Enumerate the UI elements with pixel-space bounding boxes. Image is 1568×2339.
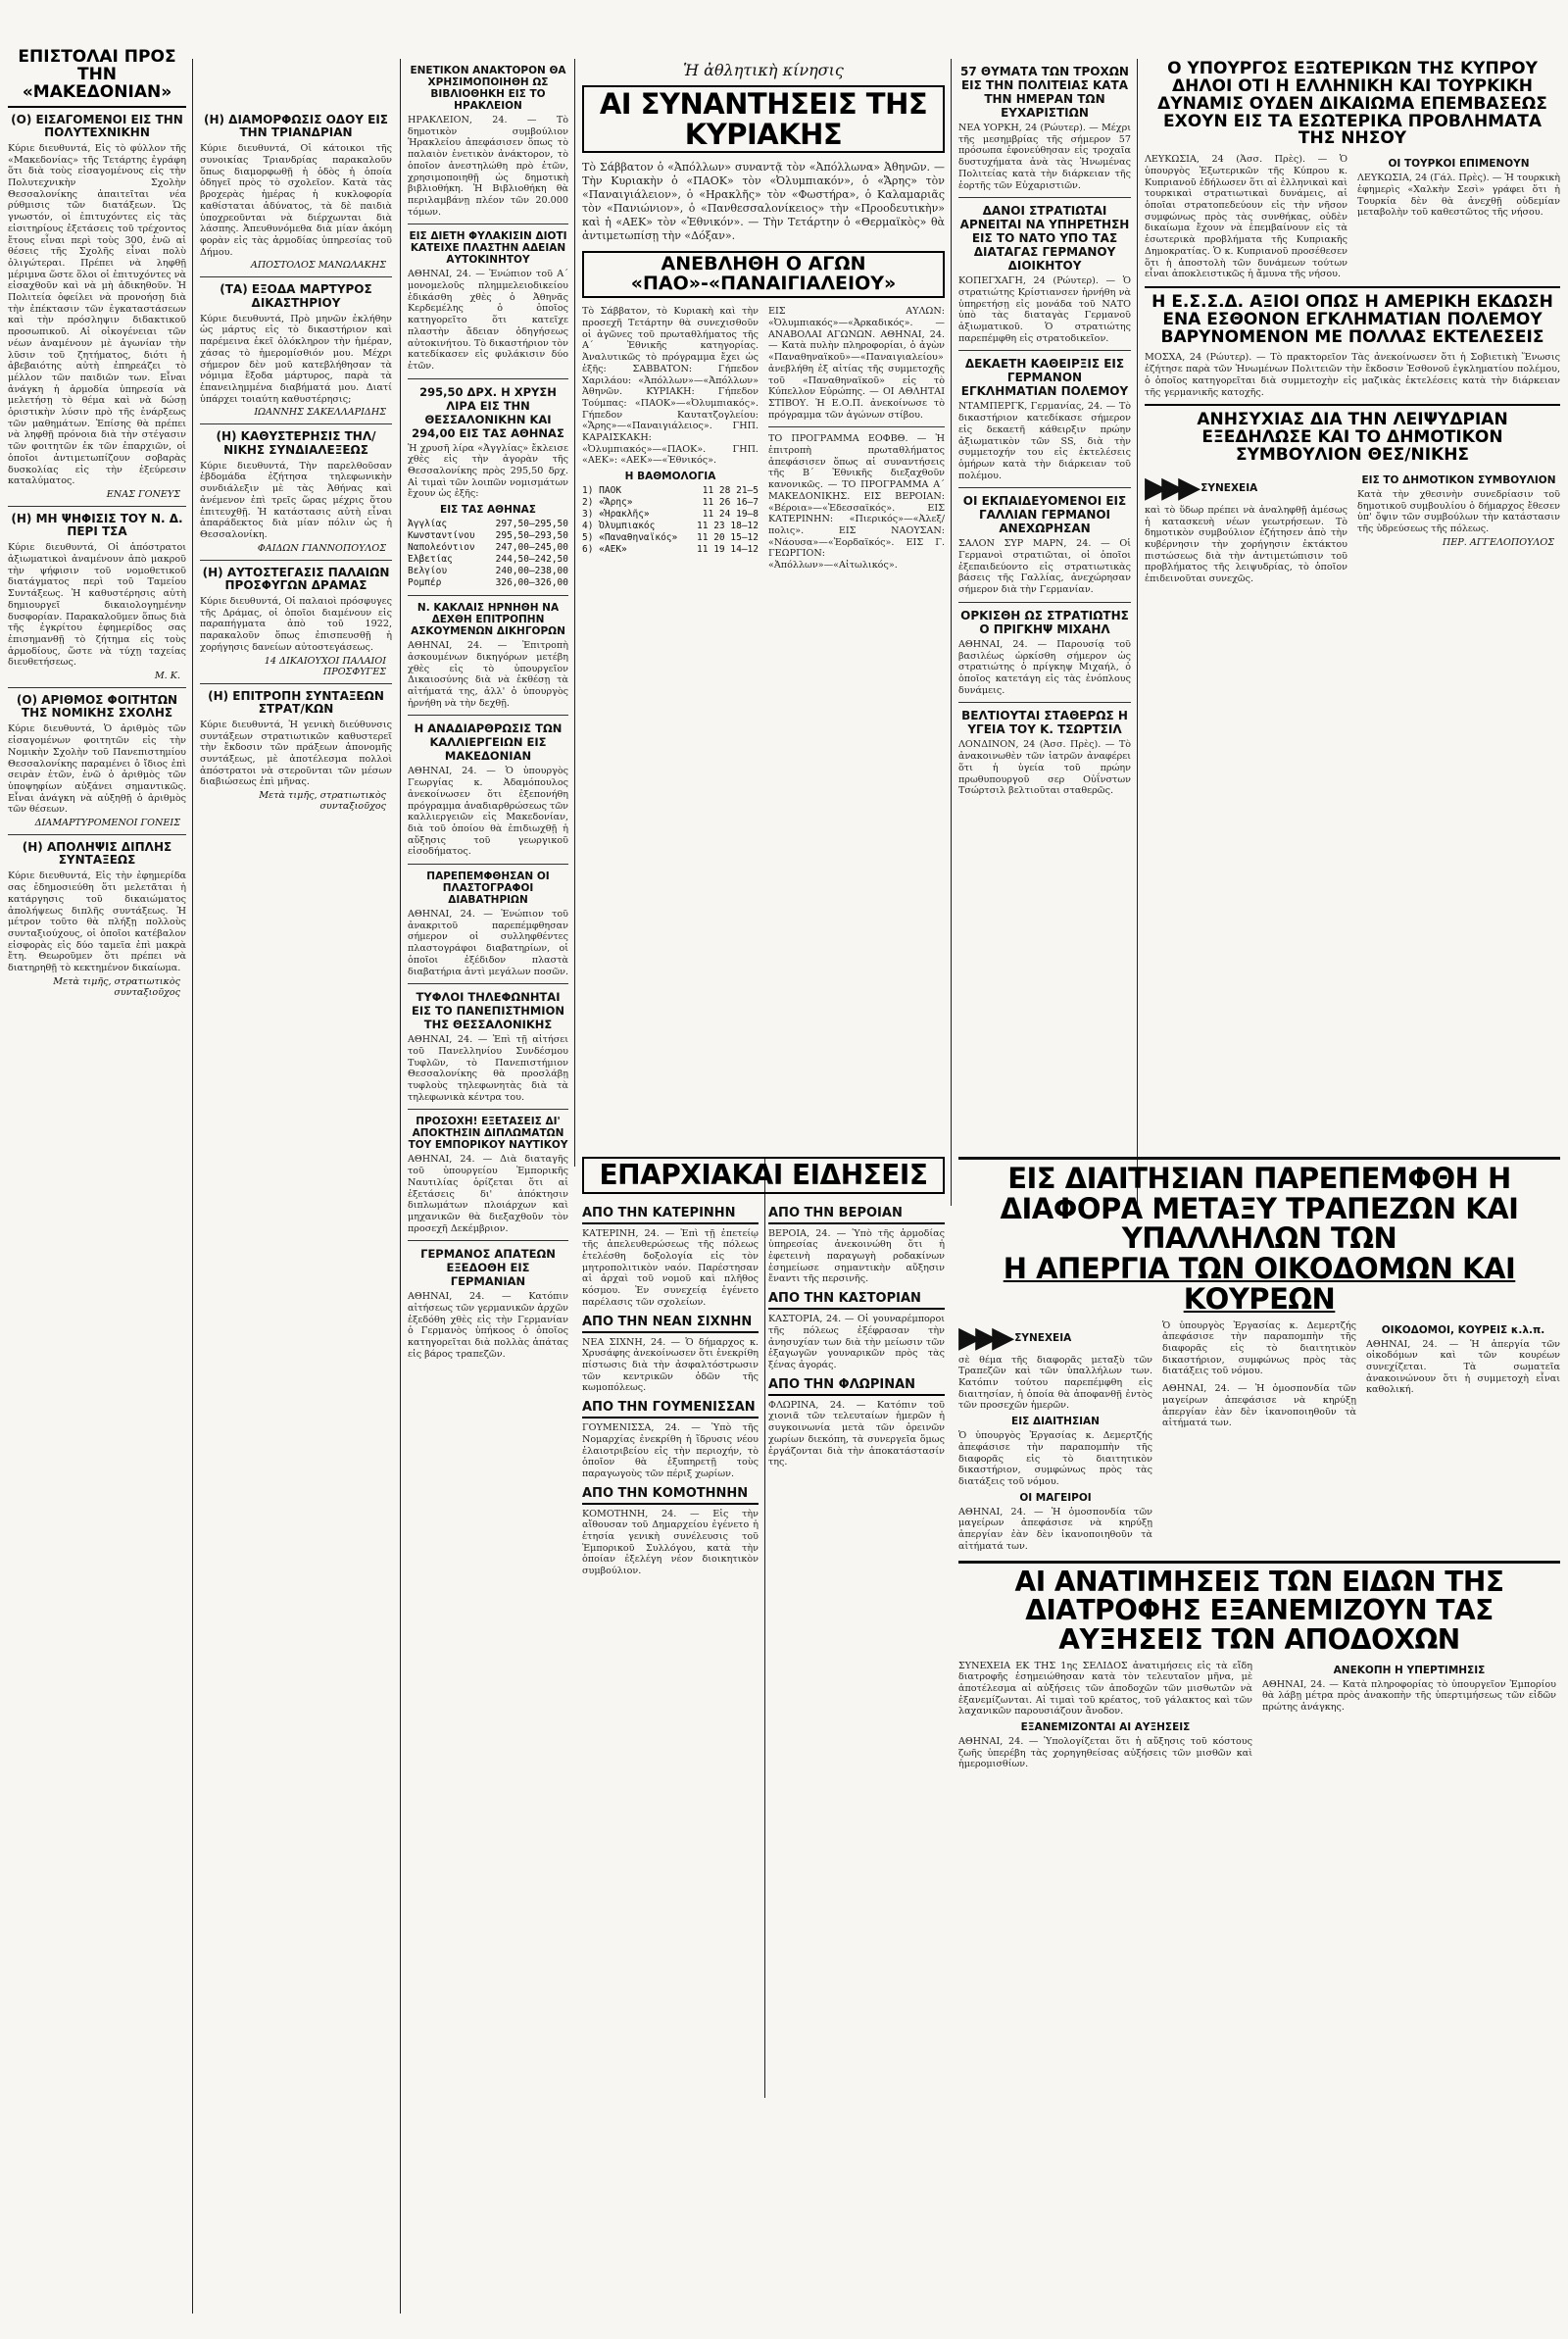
article-heading: 295,50 ΔΡΧ. Η ΧΡΥΣΗ ΛΙΡΑ ΕΙΣ ΤΗΝ ΘΕΣΣΑΛΟΝΙΚΗΝ ΚΑΙ 294,00 ΕΙΣ ΤΑΣ ΑΘΗΝΑΣ — [412, 384, 564, 440]
letter-heading: (Η) ΑΥΤΟΣΤΕΓΑΣΙΣ ΠΑΛΑΙΩΝ ΠΡΟΣΦΥΓΩΝ ΔΡΑΜΑΣ — [202, 565, 390, 592]
table-row: Ἀγγλίας 297,50—295,50 — [408, 519, 568, 530]
column-rule — [574, 59, 575, 1167]
column-rule — [1137, 59, 1138, 1206]
news-column-6 — [1145, 61, 1560, 1149]
province-item-body: ΝΕΑ ΣΙΧΝΗ, 24. — Ὁ δήμαρχος κ. Χρυσάφης ἀνεκοίνωσεν ὅτι ἐνεκρίθη πίστωσις διὰ τὴν ἀσφαλτόστρωσιν τῶν κεντρικῶν ὁδῶν τῆς κωμοπόλεως. — [582, 1336, 759, 1394]
strike-subheading: ΟΙ ΜΑΓΕΙΡΟΙ — [1019, 1491, 1092, 1504]
strike-subheading: ΟΙΚΟΔΟΜΟΙ, ΚΟΥΡΕΙΣ κ.λ.π. — [1381, 1323, 1545, 1336]
article-signature: ΠΕΡ. ΑΓΓΕΛΟΠΟΥΛΟΣ — [1442, 536, 1554, 548]
standings-table — [582, 485, 759, 556]
article-heading: ΠΑΡΕΠΕΜΦΘΗΣΑΝ ΟΙ ΠΛΑΣΤΟΓΡΑΦΟΙ ΔΙΑΒΑΤΗΡΙΩΝ — [426, 871, 550, 907]
letter-heading: (Η) ΚΑΘΥΣΤΕΡΗΣΙΣ ΤΗΛ/ΝΙΚΗΣ ΣΥΝΔΙΑΛΕΞΕΩΣ — [216, 429, 376, 457]
article-body: ΑΘΗΝΑΙ, 24. — Ἐπιτροπὴ ἀσκουμένων δικηγόρων μετέβη χθὲς εἰς τὸ ὑπουργεῖον Δικαιοσύνης διὰ νὰ ἐκθέσῃ τὰ αἰτήματά της, ἀλλ' ὁ ὑπουργὸς ἠρνήθη νὰ τὴν δεχθῇ. — [408, 640, 568, 709]
letter-heading: (Η) ΕΠΙΤΡΟΠΗ ΣΥΝΤΑΞΕΩΝ ΣΤΡΑΤ/ΚΩΝ — [208, 688, 384, 716]
table-row: Κωνσταντίνου 295,50—293,50 — [408, 530, 568, 542]
column-rule — [400, 59, 401, 2314]
table-row: 4) Ὀλυμπιακός 11 23 18—12 — [582, 521, 759, 532]
article-body: ΑΘΗΝΑΙ, 24. — Κατόπιν αἰτήσεως τῶν γερμανικῶν ἀρχῶν ἐξεδόθη χθὲς εἰς τὴν Γερμανίαν ὁ Γερμανὸς ὑπήκοος ὁ ὁποῖος κατηγορεῖται διὰ πολλὰς ἀπάτας εἰς βάρος τραπεζῶν. — [408, 1291, 568, 1360]
news-column-3 — [408, 61, 568, 2315]
sports-body: Τὸ Σάββατον, τὸ Κυριακὴ καὶ τὴν προσεχῆ Τετάρτην θὰ συνεχισθοῦν οἱ ἀγῶνες τοῦ πρωταθλήματος τῆς Α΄ Ἐθνικῆς κατηγορίας. Ἀναλυτικῶς τὸ πρόγραμμα ἔχει ὡς ἑξῆς: ΣΑΒΒΑΤΟΝ: Γήπεδον Χαριλάου: «Ἀπόλλων»—«Ἀπόλλων» Ἀθηνῶν. ΚΥΡΙΑΚΗ: Γήπεδον Τούμπας: «ΠΑΟΚ»—«Ὀλυμπιακός». Γήπεδον Καυτατζογλείου: «Ἄρης»—«Παναιγιάλειος». ΓΗΠ. ΚΑΡΑΙΣΚΑΚΗ: «Ὀλυμπιακός»—«ΠΑΟΚ». ΓΗΠ. «ΑΕΚ»: «ΑΕΚ»—«Ἐθνικός». — [582, 306, 759, 467]
letter-signature: ΔΙΑΜΑΡΤΥΡΟΜΕΝΟΙ ΓΟΝΕΙΣ — [34, 818, 180, 829]
article-body: ΑΘΗΝΑΙ, 24. — Διὰ διαταγῆς τοῦ ὑπουργείου Ἐμπορικῆς Ναυτιλίας ὁρίζεται ὅτι αἱ ἐξετάσεις δι' ἀπόκτησιν διπλωμάτων πλοιάρχων καὶ μηχανικῶν θὰ διεξαχθοῦν τὸν προσεχῆ Δεκέμβριον. — [408, 1154, 568, 1234]
article-heading: ΔΑΝΟΙ ΣΤΡΑΤΙΩΤΑΙ ΑΡΝΕΙΤΑΙ ΝΑ ΥΠΗΡΕΤΗΣΗ ΕΙΣ ΤΟ ΝΑΤΟ ΥΠΟ ΤΑΣ ΔΙΑΤΑΓΑΣ ΓΕΡΜΑΝΟΥ ΔΙΟΙΚΗΤΟΥ — [959, 204, 1130, 274]
food-prices-body: ΑΘΗΝΑΙ, 24. — Ὑπολογίζεται ὅτι ἡ αὔξησις τοῦ κόστους ζωῆς ὑπερέβη τὰς χορηγηθείσας αὐξήσεις τῶν μισθῶν καὶ ἡμερομισθίων. — [958, 1736, 1252, 1770]
province-item-body: ΒΕΡΟΙΑ, 24. — Ὑπὸ τῆς ἁρμοδίας ὑπηρεσίας ἀνεκοινώθη ὅτι ἡ ἐφετεινὴ παραγωγὴ ροδακίνων ἐσημείωσε σημαντικὴν αὔξησιν ἔναντι τῆς περσινῆς. — [768, 1227, 945, 1285]
food-prices-subheading: ΕΞΑΝΕΜΙΖΟΝΤΑΙ ΑΙ ΑΥΞΗΣΕΙΣ — [1020, 1721, 1191, 1734]
article-body: ΗΡΑΚΛΕΙΟΝ, 24. — Τὸ δημοτικὸν συμβούλιον Ἡρακλείου ἀπεφάσισεν ὅπως τὸ παλαιὸν ἐνετικὸν ἀνάκτορον, τὸ ὁποῖον ἀνεστηλώθη πρὸ ἐτῶν, χρησιμοποιηθῇ ὡς δημοτικὴ βιβλιοθήκη. Ἡ Βιβλιοθήκη θὰ περιλαμβάνῃ πλέον τῶν 20.000 τόμων. — [408, 115, 568, 218]
letter-heading: (Η) ΑΠΟΛΗΨΙΣ ΔΙΠΛΗΣ ΣΥΝΤΑΞΕΩΣ — [22, 840, 172, 868]
sports-headline: ΑΙ ΣΥΝΑΝΤΗΣΕΙΣ ΤΗΣ ΚΥΡΙΑΚΗΣ — [582, 85, 945, 153]
province-item-heading: ΑΠΟ ΤΗΝ ΒΕΡΟΙΑΝ — [768, 1204, 945, 1224]
strike-subheading: ΕΙΣ ΔΙΑΙΤΗΣΙΑΝ — [1011, 1416, 1100, 1428]
letter-signature: 14 ΔΙΚΑΙΟΥΧΟΙ ΠΑΛΑΙΟΙ ΠΡΟΣΦΥΓΕΣ — [264, 655, 386, 677]
letters-title: ΕΠΙΣΤΟΛΑΙ ΠΡΟΣ ΤΗΝ «ΜΑΚΕΔΟΝΙΑΝ» — [8, 49, 186, 108]
gold-price-table — [408, 519, 568, 589]
letter-signature: Μετὰ τιμῆς, στρατιωτικὸς συνταξιοῦχος — [259, 790, 386, 813]
letter-body: Κύριε διευθυντά, Ὁ ἀριθμὸς τῶν εἰσαγομένων φοιτητῶν εἰς τὴν Νομικὴν Σχολὴν τοῦ Πανεπιστημίου Θεσσαλονίκης παραμένει ὁ ἴδιος ἐπὶ σειρὰν ἐτῶν, ἐνῶ ὁ ἀριθμὸς τῶν ὑποψηφίων αὐξάνει σημαντικῶς. Εἶναι ἀνάγκη νὰ αὐξηθῇ ὁ ἀριθμὸς τῶν θέσεων. — [8, 723, 186, 816]
province-item-body: ΚΑΤΕΡΙΝΗ, 24. — Ἐπὶ τῇ ἐπετείῳ τῆς ἀπελευθερώσεως τῆς πόλεως ἐτελέσθη δοξολογία εἰς τὸν μητροπολιτικὸν ναόν. Παρέστησαν αἱ ἀρχαὶ τοῦ νομοῦ καὶ πλῆθος κόσμου. Ἐν συνεχείᾳ ἐγένετο παρέλασις τῶν σχολείων. — [582, 1227, 759, 1308]
strike-body: ΑΘΗΝΑΙ, 24. — Ἡ ὁμοσπονδία τῶν μαγείρων ἀπεφάσισε νὰ κηρύξῃ ἀπεργίαν ἐὰν δὲν ἱκανοποιηθοῦν τὰ αἰτήματά των. — [958, 1506, 1152, 1552]
province-item-body: ΚΑΣΤΟΡΙΑ, 24. — Οἱ γουναρέμποροι τῆς πόλεως ἐξέφρασαν τὴν ἀνησυχίαν των διὰ τὴν μείωσιν τῶν ἐξαγωγῶν γουναρικῶν πρὸς τὰς ξένας ἀγοράς. — [768, 1314, 945, 1370]
sports-body: ΤΟ ΠΡΟΓΡΑΜΜΑ ΕΟΦΒΘ. — Ἡ ἐπιτροπὴ πρωταθλήματος ἀπεφάσισεν ὅπως αἱ συναντήσεις τῆς Β΄ Ἐθνικῆς διεξαχθοῦν κανονικῶς. — ΤΟ ΠΡΟΓΡΑΜΜΑ Α΄ ΜΑΚΕΔΟΝΙΚΗΣ. ΕΙΣ ΒΕΡΟΙΑΝ: «Βέροια»—«Ἐδεσσαϊκός». ΕΙΣ ΚΑΤΕΡΙΝΗΝ: «Πιερικός»—«Ἀλεξ/πολις». ΕΙΣ ΝΑΟΥΣΑΝ: «Νάουσα»—«Ἐορδαϊκός». ΕΙΣ Γ. ΓΕΩΡΓΙΟΝ: «Ἀπόλλων»—«Αἰτωλικός». — [768, 433, 945, 572]
sports-subheadline: ΑΝΕΒΛΗΘΗ Ο ΑΓΩΝ «ΠΑΟ»-«ΠΑΝΑΙΓΙΑΛΕΙΟΥ» — [582, 251, 945, 298]
food-prices-body: ΣΥΝΕΧΕΙΑ ΕΚ ΤΗΣ 1ης ΣΕΛΙΔΟΣ ἀνατιμήσεις εἰς τὰ εἴδη διατροφῆς ἐσημειώθησαν κατὰ τὸν τελευταῖον μῆνα, μὲ ἀποτέλεσμα αἱ αὐξήσεις τῶν ἀποδοχῶν τῶν μισθωτῶν νὰ ἐξανεμίζωνται. Αἱ τιμαὶ τοῦ κρέατος, τοῦ γάλακτος καὶ τῶν λαχανικῶν παρουσιάζουν ἄνοδον. — [958, 1660, 1252, 1717]
letter-signature: Μ. Κ. — [154, 671, 180, 682]
table-row: 5) «Παναθηναϊκός» 11 20 15—12 — [582, 532, 759, 544]
table-row: Ναπολεόντιον 247,00—245,00 — [408, 542, 568, 554]
letter-heading: (ΤΑ) ΕΞΟΔΑ ΜΑΡΤΥΡΟΣ ΔΙΚΑΣΤΗΡΙΟΥ — [220, 282, 372, 310]
table-row: 3) «Ἡρακλῆς» 11 24 19—8 — [582, 509, 759, 521]
article-body: ΝΤΑΜΠΕΡΓΚ, Γερμανίας, 24. — Τὸ δικαστήριον κατεδίκασε σήμερον εἰς δεκαετῆ κάθειρξιν πρώην ἀξιωματικὸν τῶν SS, διὰ τὴν συμμετοχήν του εἰς ἐκτελέσεις ὁμήρων κατὰ τὴν διάρκειαν τοῦ πολέμου. — [958, 401, 1131, 481]
letters-column — [8, 49, 186, 2323]
column-rule — [951, 59, 952, 1206]
province-item-heading: ΑΠΟ ΤΗΝ ΝΕΑΝ ΣΙΧΝΗΝ — [582, 1313, 759, 1333]
food-prices-headline: ΑΙ ΑΝΑΤΙΜΗΣΕΙΣ ΤΩΝ ΕΙΔΩΝ ΤΗΣ ΔΙΑΤΡΟΦΗΣ ΕΞΑΝΕΜΙΖΟΥΝ ΤΑΣ ΑΥΞΗΣΕΙΣ ΤΩΝ ΑΠΟΔΟΧΩΝ — [1014, 1565, 1504, 1656]
cyprus-headline: Ο ΥΠΟΥΡΓΟΣ ΕΞΩΤΕΡΙΚΩΝ ΤΗΣ ΚΥΠΡΟΥ ΔΗΛΟΙ ΟΤΙ Η ΕΛΛΗΝΙΚΗ ΚΑΙ ΤΟΥΡΚΙΚΗ ΔΥΝΑΜΙΣ ΟΥΔΕΝ ΔΙΚΑΙΩΜΑ ΕΠΕΜΒΑΣΕΩΣ ΕΧΟΥΝ ΕΙΣ ΤΑ ΕΣΩΤΕΡΙΚΑ ΠΡΟΒΛΗΜΑΤΑ ΤΗΣ ΝΗΣΟΥ — [1157, 61, 1547, 149]
letters-column-2 — [200, 108, 392, 2323]
cyprus-body-2: ΛΕΥΚΩΣΙΑ, 24 (Γάλ. Πρὲς). — Ἡ τουρκικὴ ἐφημερὶς «Χαλκὴν Σεσὶ» γράφει ὅτι ἡ Τουρκία δὲν θὰ ἀνεχθῇ οὐδεμίαν μεταβολὴν τοῦ καθεστῶτος τῆς νήσου. — [1357, 173, 1560, 219]
strike-headline: Η ΑΠΕΡΓΙΑ ΤΩΝ ΟΙΚΟΔΟΜΩΝ ΚΑΙ ΚΟΥΡΕΩΝ — [1003, 1252, 1516, 1316]
table-row: 6) «ΑΕΚ» 11 19 14—12 — [582, 544, 759, 556]
province-section — [582, 1157, 945, 2323]
province-item-heading: ΑΠΟ ΤΗΝ ΦΛΩΡΙΝΑΝ — [768, 1375, 945, 1396]
article-heading: Ν. ΚΑΚΛΑΙΣ ΗΡΝΗΘΗ ΝΑ ΔΕΧΘΗ ΕΠΙΤΡΟΠΗΝ ΑΣΚΟΥΜΕΝΩΝ ΔΙΚΗΓΟΡΩΝ — [411, 602, 565, 638]
article-heading: ΔΕΚΑΕΤΗ ΚΑΘΕΙΡΞΙΣ ΕΙΣ ΓΕΡΜΑΝΟΝ ΕΓΚΛΗΜΑΤΙΑΝ ΠΟΛΕΜΟΥ — [960, 357, 1129, 399]
article-body: ΛΟΝΔΙΝΟΝ, 24 (Ἀσσ. Πρὲς). — Τὸ ἀνακοινωθὲν τῶν ἰατρῶν ἀναφέρει ὅτι ἡ ὑγεία τοῦ πρώην πρωθυπουργοῦ σερ Οὐΐνστων Τσώρτσιλ βελτιοῦται σταθερῶς. — [958, 739, 1131, 797]
ussr-body: ΜΟΣΧΑ, 24 (Ρώυτερ). — Τὸ πρακτορεῖον Τὰς ἀνεκοίνωσεν ὅτι ἡ Σοβιετικὴ Ἕνωσις ἐζήτησε παρὰ τῶν Ἡνωμένων Πολιτειῶν τὴν ἔκδοσιν Ἐσθονοῦ ἐγκληματίου πολέμου, ὁ ὁποῖος κατηγορεῖται διὰ συμμετοχὴν εἰς μαζικὰς ἐκτελέσεις κατὰ τὴν διάρκειαν τῆς γερμανικῆς κατοχῆς. — [1145, 352, 1560, 398]
article-heading: ΒΕΛΤΙΟΥΤΑΙ ΣΤΑΘΕΡΩΣ Η ΥΓΕΙΑ ΤΟΥ Κ. ΤΣΩΡΤΣΙΛ — [961, 709, 1128, 737]
letter-signature: ΕΝΑΣ ΓΟΝΕΥΣ — [106, 489, 180, 500]
letter-heading: (Ο) ΑΡΙΘΜΟΣ ΦΟΙΤΗΤΩΝ ΤΗΣ ΝΟΜΙΚΗΣ ΣΧΟΛΗΣ — [16, 693, 178, 721]
sports-body: ΕΙΣ ΑΥΛΩΝ: «Ὀλυμπιακός»—«Ἀρκαδικός». — ΑΝΑΒΟΛΑΙ ΑΓΩΝΩΝ. ΑΘΗΝΑΙ, 24. — Κατὰ πυλὴν πληροφορίαι, ὁ ἀγὼν «Παναθηναϊκοῦ»—«Παναιγιαλείου» ἀνεβλήθη ἐξ αἰτίας τῆς συμμετοχῆς τοῦ «Παναθηναϊκοῦ» εἰς τὸ Κύπελλον Εὐρώπης. — ΟΙ ΑΘΛΗΤΑΙ ΣΤΙΒΟΥ. Ἡ Ε.Ο.Π. ἀνεκοίνωσε τὸ πρόγραμμα τῶν ἀγώνων στίβου. — [768, 306, 945, 421]
water-shortage-subheading: ΕΙΣ ΤΟ ΔΗΜΟΤΙΚΟΝ ΣΥΜΒΟΥΛΙΟΝ — [1361, 473, 1556, 486]
letter-body: Κύριε διευθυντά, Ἡ γενικὴ διεύθυνσις συντάξεων στρατιωτικῶν καθυστερεῖ τὴν ἔκδοσιν τῶν πράξεων ἀπονομῆς συντάξεως, μὲ ἀποτέλεσμα πολλοὶ ἀπόστρατοι νὰ στεροῦνται τῶν μέσων διαβιώσεως ἐπὶ μῆνας. — [200, 719, 392, 788]
letter-heading: (Η) ΔΙΑΜΟΡΦΩΣΙΣ ΟΔΟΥ ΕΙΣ ΤΗΝ ΤΡΙΑΝΔΡΙΑΝ — [203, 113, 389, 140]
article-body: ΝΕΑ ΥΟΡΚΗ, 24 (Ρώυτερ). — Μέχρι τῆς μεσημβρίας τῆς σήμερον 57 πρόσωπα ἐφονεύθησαν εἰς τροχαῖα δυστυχήματα ἀνὰ τὰς Ἡνωμένας Πολιτείας κατὰ τὴν διάρκειαν τῆς ἑορτῆς τῶν Εὐχαριστιῶν. — [958, 123, 1131, 191]
continuation-label: ΣΥΝΕΧΕΙΑ — [1014, 1331, 1072, 1344]
province-item-heading: ΑΠΟ ΤΗΝ ΓΟΥΜΕΝΙΣΣΑΝ — [582, 1398, 759, 1418]
table-row: Ρομπέρ 326,00—326,00 — [408, 577, 568, 589]
letter-body: Κύριε διευθυντά, Εἰς τὸ φύλλον τῆς «Μακεδονίας» τῆς Τετάρτης ἐγράφη ὅτι διὰ τοὺς εἰσαγομένους εἰς τὴν Πολυτεχνικὴν Σχολὴν Θεσσαλονίκης ἀπαιτεῖται νέα ρύθμισις τῶν διατάξεων. Ὡς γνωστόν, οἱ ἐπιτυχόντες εἰς τὰς εἰσιτηρίους ἐξετάσεις τοῦ τρέχοντος ἔτους εἶναι περὶ τοὺς 300, ἐνῶ αἱ θέσεις τῆς Σχολῆς εἶναι πολὺ ὀλιγώτεραι. Πρέπει νὰ ληφθῇ μέριμνα ὥστε ὅλοι οἱ ἐπιτυχόντες νὰ εἰσαχθοῦν καὶ νὰ μὴ ἀδικηθοῦν. Ἡ Πολιτεία ὀφείλει νὰ προνοήσῃ διὰ τὴν ἐπέκτασιν τῶν ἐγκαταστάσεων καὶ τὴν πρόσληψιν διδακτικοῦ προσωπικοῦ. Αἱ οἰκογένειαι τῶν νέων ἀναμένουν μὲ ἀγωνίαν τὴν λῦσιν τοῦ ζητήματος, διότι ἡ ἀβεβαιότης αὐτὴ ἐπηρεάζει τὸ μέλλον τῶν παιδιῶν των. Εἶναι ἀνάγκη ἡ ἁρμοδία ὑπηρεσία νὰ μελετήσῃ τὸ θέμα καὶ νὰ δώσῃ ὁριστικὴν λύσιν πρὸ τῆς ἐνάρξεως τῶν μαθημάτων. Ἐπίσης θὰ πρέπει νὰ ληφθῇ πρόνοια διὰ τὴν στέγασιν τῶν φοιτητῶν ἐκ τῶν ἐπαρχιῶν, οἱ ὁποῖοι ἀντιμετωπίζουν σοβαρὰς δυσκολίας εἰς τὴν ἐξεύρεσιν καταλύματος. — [8, 142, 186, 487]
province-headline: ΕΠΑΡΧΙΑΚΑΙ ΕΙΔΗΣΕΙΣ — [582, 1157, 945, 1194]
province-item-heading: ΑΠΟ ΤΗΝ ΚΟΜΟΤΗΝΗΝ — [582, 1484, 759, 1505]
letter-body: Κύριε διευθυντά, Εἰς τὴν ἐφημερίδα σας ἐδημοσιεύθη ὅτι μελετᾶται ἡ κατάργησις τοῦ δικαιώματος ἀπολήψεως διπλῆς συντάξεως. Ἡ μέτρον τοῦτο θὰ πλήξῃ πολλοὺς συνταξιούχους, οἱ ὁποῖοι κατέβαλον εἰσφορὰς εἰς δύο ταμεῖα ἐπὶ μακρὰ ἔτη. Θεωροῦμεν ὅτι πρέπει νὰ διατηρηθῇ τὸ κεκτημένον δικαίωμα. — [8, 871, 186, 974]
article-body: ΑΘΗΝΑΙ, 24. — Παρουσίᾳ τοῦ βασιλέως ὡρκίσθη σήμερον ὡς στρατιώτης ὁ πρίγκηψ Μιχαήλ, ὁ ὁποῖος κατετάγη εἰς τὰς ἐνόπλους δυνάμεις. — [958, 638, 1131, 696]
water-shortage-body-2: Κατὰ τὴν χθεσινὴν συνεδρίασιν τοῦ δημοτικοῦ συμβουλίου ὁ δήμαρχος ἔθεσεν ὑπ' ὄψιν τῶν συμβούλων τὴν κατάστασιν τῆς ὑδρεύσεως τῆς πόλεως. — [1357, 488, 1560, 534]
letter-body: Κύριε διευθυντά, Πρὸ μηνῶν ἐκλήθην ὡς μάρτυς εἰς τὸ δικαστήριον καὶ παρέμεινα ἐκεῖ ὁλόκληρον τὴν ἡμέραν, χάσας τὸ ἡμερομίσθιόν μου. Μέχρι σήμερον δὲν μοῦ κατεβλήθησαν τὰ νόμιμα ἔξοδα μάρτυρος, παρὰ τὰ ἐπανειλημμένα διαβήματά μου. Διατί ὑπάρχει τοιαύτη καθυστέρησις; — [200, 313, 392, 405]
strike-body: ΑΘΗΝΑΙ, 24. — Ἡ ἀπεργία τῶν οἰκοδόμων καὶ τῶν κουρέων συνεχίζεται. Τὰ σωματεῖα ἀνακοινώνουν ὅτι ἡ συμμετοχὴ εἶναι καθολική. — [1366, 1338, 1560, 1396]
letter-heading: (Ο) ΕΙΣΑΓΟΜΕΝΟΙ ΕΙΣ ΤΗΝ ΠΟΛΥΤΕΧΝΙΚΗΝ — [11, 112, 183, 139]
bottom-right-section — [958, 1157, 1560, 2323]
arrows-icon: ▶▶▶ — [1145, 470, 1196, 505]
letter-signature: ΦΑΙΔΩΝ ΓΙΑΝΝΟΠΟΥΛΟΣ — [257, 542, 386, 554]
cyprus-body: ΛΕΥΚΩΣΙΑ, 24 (Ἀσσ. Πρὲς). — Ὁ ὑπουργὸς Ἐξωτερικῶν τῆς Κύπρου κ. Κυπριανοῦ ἐδήλωσεν ὅτι αἱ ἑλληνικαὶ καὶ τουρκικαὶ στρατιωτικαὶ δυνάμεις, αἱ ὁποῖαι στρατοπεδεύουν εἰς τὴν νῆσον συμφώνως πρὸς τὰς συνθήκας, οὐδὲν δικαίωμα ἔχουν νὰ ἐπεμβαίνουν εἰς τὰ ἐσωτερικὰ προβλήματα τῆς Κυπριακῆς Δημοκρατίας. Ὁ κ. Κυπριανοῦ προσέθεσεν ὅτι ἡ ἀποστολὴ τῶν δυνάμεων τούτων εἶναι ἀποκλειστικῶς ἡ ἄμυνα τῆς νήσου. — [1145, 154, 1348, 280]
article-body: ΚΟΠΕΓΧΑΓΗ, 24 (Ρώυτερ). — Ὁ στρατιώτης Κρίστιανσεν ἠρνήθη νὰ ὑπηρετήσῃ εἰς μονάδα τοῦ ΝΑΤΟ ὑπὸ τὰς διαταγὰς Γερμανοῦ ἀξιωματικοῦ. Ὁ στρατιώτης παρεπέμφθη εἰς στρατοδικεῖον. — [958, 275, 1131, 344]
food-prices-body: ΑΘΗΝΑΙ, 24. — Κατὰ πληροφορίας τὸ ὑπουργεῖον Ἐμπορίου θὰ λάβῃ μέτρα πρὸς ἀνακοπὴν τῆς ὑπερτιμήσεως τῶν εἰδῶν πρώτης ἀνάγκης. — [1262, 1678, 1556, 1713]
sports-intro: Τὸ Σάββατον ὁ «Ἀπόλλων» συναντᾷ τὸν «Ἀπόλλωνα» Ἀθηνῶν. — Τὴν Κυριακὴν ὁ «ΠΑΟΚ» τὸν «Ὀλυμπιακόν», ὁ «Ἄρης» τὸν «Παναιγιάλειον», ὁ «Ηρακλῆς» τὸν «Φωστήρα», ὁ Καλαμαριᾶς τὸν «Πανιώνιον», ὁ «Πανθεσσαλονίκειος» τὴν «Προοδευτικὴν» καὶ ἡ «ΑΕΚ» τὸν «Ἐθνικόν». — Τὴν Τετάρτην ὁ «Θερμαϊκὸς» θὰ ἀντιμετωπίσῃ τὴν «Δόξαν». — [582, 161, 945, 243]
province-item-body: ΚΟΜΟΤΗΝΗ, 24. — Εἰς τὴν αἴθουσαν τοῦ Δημαρχείου ἐγένετο ἡ ἐτησία γενικὴ συνέλευσις τοῦ Ἐμπορικοῦ Συλλόγου, κατὰ τὴν ὁποίαν ἐξελέγη νέον διοικητικὸν συμβούλιον. — [582, 1508, 759, 1577]
arrows-icon: ▶▶▶ — [958, 1319, 1009, 1355]
table-row: 2) «Ἄρης» 11 26 16—7 — [582, 497, 759, 509]
column-rule — [192, 59, 193, 2314]
article-heading: ΓΕΡΜΑΝΟΣ ΑΠΑΤΕΩΝ ΕΞΕΔΟΘΗ ΕΙΣ ΓΕΡΜΑΝΙΑΝ — [420, 1247, 556, 1289]
cyprus-subheading: ΟΙ ΤΟΥΡΚΟΙ ΕΠΙΜΕΝΟΥΝ — [1388, 158, 1530, 171]
letter-signature: ΑΠΟΣΤΟΛΟΣ ΜΑΝΩΛΑΚΗΣ — [250, 260, 386, 272]
article-heading: 57 ΘΥΜΑΤΑ ΤΩΝ ΤΡΟΧΩΝ ΕΙΣ ΤΗΝ ΠΟΛΙΤΕΙΑΣ ΚΑΤΑ ΤΗΝ ΗΜΕΡΑΝ ΤΩΝ ΕΥΧΑΡΙΣΤΙΩΝ — [960, 65, 1129, 120]
continuation-label: ΣΥΝΕΧΕΙΑ — [1200, 481, 1258, 494]
strike-body: ΑΘΗΝΑΙ, 24. — Ἡ ὁμοσπονδία τῶν μαγείρων ἀπεφάσισε νὰ κηρύξῃ ἀπεργίαν ἐὰν δὲν ἱκανοποιηθοῦν τὰ αἰτήματά των. — [1162, 1383, 1356, 1429]
arbitration-headline: ΕΙΣ ΔΙΑΙΤΗΣΙΑΝ ΠΑΡΕΠΕΜΦΘΗ Η ΔΙΑΦΟΡΑ ΜΕΤΑΞΥ ΤΡΑΠΕΖΩΝ ΚΑΙ ΥΠΑΛΛΗΛΩΝ ΤΩΝ — [1000, 1162, 1519, 1256]
food-prices-subheading: ΑΝΕΚΟΠΗ Η ΥΠΕΡΤΙΜΗΣΙΣ — [1333, 1664, 1486, 1676]
letter-body: Κύριε διευθυντά, Οἱ ἀπόστρατοι ἀξιωματικοὶ ἀναμένουν ἀπὸ μακροῦ τὴν ψήφισιν τοῦ νομοθετικοῦ διατάγματος περὶ τοῦ Ταμείου Συντάξεως. Ἡ καθυστέρησις αὐτὴ δημιουργεῖ δικαιολογημένην δυσφορίαν. Παρακαλοῦμεν ὅπως διὰ τῆς ἐγκρίτου ἐφημερίδος σας ἐπισημανθῇ τὸ ζήτημα εἰς τοὺς ἁρμοδίους, ὥστε νὰ τύχῃ ταχείας διευθετήσεως. — [8, 542, 186, 669]
strike-body: Ὁ ὑπουργὸς Ἐργασίας κ. Δεμερτζής ἀπεφάσισε τὴν παραπομπὴν τῆς διαφορᾶς εἰς τὸ διαιτητικὸν δικαστήριον, συμφώνως πρὸς τὰς διατάξεις τοῦ νόμου. — [1162, 1319, 1356, 1377]
province-item-heading: ΑΠΟ ΤΗΝ ΚΑΣΤΟΡΙΑΝ — [768, 1289, 945, 1310]
article-body: ΑΘΗΝΑΙ, 24. — Ὁ ὑπουργὸς Γεωργίας κ. Ἀδαμόπουλος ἀνεκοίνωσεν ὅτι ἐξεπονήθη πρόγραμμα ἀναδιαρθρώσεως τῶν καλλιεργειῶν εἰς Μακεδονίαν, διὰ τοῦ ὁποίου θὰ ἐπιδιωχθῇ ἡ αὔξησις τοῦ γεωργικοῦ εἰσοδήματος. — [408, 766, 568, 858]
standings-title: Η ΒΑΘΜΟΛΟΓΙΑ — [624, 471, 716, 483]
article-body: ΑΘΗΝΑΙ, 24. — Ἐνώπιον τοῦ ἀνακριτοῦ παρεπέμφθησαν σήμερον οἱ συλληφθέντες πλαστογράφοι διαβατηρίων, οἱ ὁποῖοι ἐξέδιδον πλαστὰ διαβατήρια ἀντὶ μεγάλων ποσῶν. — [408, 909, 568, 977]
article-heading: ΕΝΕΤΙΚΟΝ ΑΝΑΚΤΟΡΟΝ ΘΑ ΧΡΗΣΙΜΟΠΟΙΗΘΗ ΩΣ ΒΙΒΛΙΟΘΗΚΗ ΕΙΣ ΤΟ ΗΡΑΚΛΕΙΟΝ — [410, 65, 566, 112]
article-heading: ΕΙΣ ΔΙΕΤΗ ΦΥΛΑΚΙΣΙΝ ΔΙΟΤΙ ΚΑΤΕΙΧΕ ΠΛΑΣΤΗΝ ΑΔΕΙΑΝ ΑΥΤΟΚΙΝΗΤΟΥ — [409, 230, 567, 267]
province-item-heading: ΑΠΟ ΤΗΝ ΚΑΤΕΡΙΝΗΝ — [582, 1204, 759, 1224]
province-item-body: ΦΛΩΡΙΝΑ, 24. — Κατόπιν τοῦ χιονιᾶ τῶν τελευταίων ἡμερῶν ἡ συγκοινωνία μετὰ τῶν ὀρεινῶν χωρίων διεκόπη, τὰ συνεργεῖα ὅμως ἐργάζονται διὰ τὴν ἀποκατάστασίν της. — [768, 1399, 945, 1468]
table-row: Βελγίου 240,00—238,00 — [408, 566, 568, 577]
letter-body: Κύριε διευθυντά, Τὴν παρελθοῦσαν ἑβδομάδα ἐζήτησα τηλεφωνικὴν συνδιάλεξιν μὲ τὰς Ἀθήνας καὶ ἀνέμενον ἐπὶ τρεῖς ὥρας μέχρις ὅτου ἐπιτευχθῇ. Ἡ κατάστασις αὐτὴ εἶναι ἀπαράδεκτος διὰ μίαν πόλιν ὡς ἡ Θεσσαλονίκη. — [200, 460, 392, 540]
news-column-5 — [958, 61, 1131, 1149]
strike-body: σὲ θέμα τῆς διαφορᾶς μεταξὺ τῶν Τραπεζῶν καὶ τῶν ὑπαλλήλων των. Κατόπιν τούτου παρεπέμφθη εἰς διαιτησίαν, ἡ ὁποία θὰ ἀποφανθῇ ἐντὸς τῶν προσεχῶν ἡμερῶν. — [958, 1354, 1152, 1412]
article-heading: Η ΑΝΑΔΙΑΡΘΡΩΣΙΣ ΤΩΝ ΚΑΛΛΙΕΡΓΕΙΩΝ ΕΙΣ ΜΑΚΕΔΟΝΙΑΝ — [414, 722, 563, 764]
article-heading: ΤΥΦΛΟΙ ΤΗΛΕΦΩΝΗΤΑΙ ΕΙΣ ΤΟ ΠΑΝΕΠΙΣΤΗΜΙΟΝ ΤΗΣ ΘΕΣΣΑΛΟΝΙΚΗΣ — [412, 990, 564, 1032]
letter-heading: (Η) ΜΗ ΨΗΦΙΣΙΣ ΤΟΥ Ν. Δ. ΠΕΡΙ ΤΣΑ — [11, 512, 183, 539]
letter-signature: Μετὰ τιμῆς, στρατιωτικὸς συνταξιοῦχος — [53, 975, 180, 998]
table-row: 1) ΠΑΟΚ 11 28 21—5 — [582, 485, 759, 497]
article-heading: ΟΡΚΙΣΘΗ ΩΣ ΣΤΡΑΤΙΩΤΗΣ Ο ΠΡΙΓΚΗΨ ΜΙΧΑΗΛ — [960, 608, 1129, 636]
article-body: ΑΘΗΝΑΙ, 24. — Ἐπὶ τῇ αἰτήσει τοῦ Πανελληνίου Συνδέσμου Τυφλῶν, τὸ Πανεπιστήμιον Θεσσαλονίκης θὰ προσλάβῃ τυφλοὺς τηλεφωνητὰς διὰ τὰ τηλεφωνικὰ κέντρα του. — [408, 1034, 568, 1103]
gold-table-title: ΕΙΣ ΤΑΣ ΑΘΗΝΑΣ — [440, 504, 536, 517]
article-body: Ἡ χρυσῆ λίρα «Ἀγγλίας» ἔκλεισε χθὲς εἰς τὴν ἀγορὰν τῆς Θεσσαλονίκης πρὸς 295,50 δρχ. Αἱ τιμαὶ τῶν λοιπῶν νομισμάτων ἔχουν ὡς ἑξῆς: — [408, 442, 568, 500]
strike-body: Ὁ ὑπουργὸς Ἐργασίας κ. Δεμερτζής ἀπεφάσισε τὴν παραπομπὴν τῆς διαφορᾶς εἰς τὸ διαιτητικὸν δικαστήριον, συμφώνως πρὸς τὰς διατάξεις τοῦ νόμου. — [958, 1430, 1152, 1487]
sports-section — [582, 61, 945, 1157]
sports-tag: Ἡ ἀθλητικὴ κίνησις — [683, 61, 844, 79]
article-body: ΑΘΗΝΑΙ, 24. — Ἐνώπιον τοῦ Α΄ μονομελοῦς πλημμελειοδικείου ἐδικάσθη χθὲς ὁ Ἀθηνᾶς Κερδεμέλης ὁ ὁποῖος κατηγορεῖτο ὅτι κατεῖχε πλαστὴν ἄδειαν ὁδηγήσεως αὐτοκινήτου. Τὸ δικαστήριον τὸν κατεδίκασεν εἰς φυλάκισιν δύο ἐτῶν. — [408, 269, 568, 372]
letter-body: Κύριε διευθυντά, Οἱ παλαιοὶ πρόσφυγες τῆς Δράμας, οἱ ὁποῖοι διαμένουν εἰς παραπήγματα ἀπὸ τοῦ 1922, παρακαλοῦν ὅπως ἐπισπευσθῇ ἡ χορήγησις δανείων αὐτοστεγάσεως. — [200, 596, 392, 653]
ussr-headline: Η Ε.Σ.Σ.Δ. ΑΞΙΟΙ ΟΠΩΣ Η ΑΜΕΡΙΚΗ ΕΚΔΩΣΗ ΕΝΑ ΕΣΘΟΝΟΝ ΕΓΚΛΗΜΑΤΙΑΝ ΠΟΛΕΜΟΥ ΒΑΡΥΝΟΜΕΝΟΝ ΜΕ ΠΟΛΛΑΣ ΕΚΤΕΛΕΣΕΙΣ — [1152, 291, 1553, 347]
letter-body: Κύριε διευθυντά, Οἱ κάτοικοι τῆς συνοικίας Τριανδρίας παρακαλοῦν ὅπως διαμορφωθῇ ἡ ὁδὸς ἡ ὁποία ὁδηγεῖ πρὸς τὸ σχολεῖον. Κατὰ τὰς βροχερὰς ἡμέρας ἡ κυκλοφορία καθίσταται ἀδύνατος, τὰ δὲ παιδιὰ ὑποχρεοῦνται νὰ διέρχωνται διὰ λάσπης. Ἀπευθυνόμεθα διὰ μίαν ἀκόμη φορὰν εἰς τὰς ἁρμοδίας ὑπηρεσίας τοῦ Δήμου. — [200, 143, 392, 258]
province-item-body: ΓΟΥΜΕΝΙΣΣΑ, 24. — Ὑπὸ τῆς Νομαρχίας ἐνεκρίθη ἡ ἵδρυσις νέου ἐλαιοτριβείου εἰς τὴν περιοχήν, τὸ ὁποῖον θὰ ἐξυπηρετῇ τοὺς παραγωγοὺς τῶν πέριξ χωρίων. — [582, 1422, 759, 1479]
water-shortage-headline: ΑΝΗΣΥΧΙΑΣ ΔΙΑ ΤΗΝ ΛΕΙΨΥΔΡΙΑΝ ΕΞΕΔΗΛΩΣΕ ΚΑΙ ΤΟ ΔΗΜΟΤΙΚΟΝ ΣΥΜΒΟΥΛΙΟΝ ΘΕΣ/ΝΙΚΗΣ — [1197, 410, 1508, 465]
letter-signature: ΙΩΑΝΝΗΣ ΣΑΚΕΛΛΑΡΙΔΗΣ — [254, 407, 386, 419]
table-row: Ἑλβετίας 244,50—242,50 — [408, 554, 568, 566]
water-shortage-body: καὶ τὸ ὕδωρ πρέπει νὰ ἀναληφθῇ ἀμέσως ἡ κατασκευὴ νέων γεωτρήσεων. Τὸ δημοτικὸν συμβούλιον ἐζήτησεν ἀπὸ τὴν κυβέρνησιν τὴν χορήγησιν ἐκτάκτου πιστώσεως διὰ τὴν ἀντιμετώπισιν τοῦ προβλήματος τῆς λειψυδρίας, τὸ ὁποῖον ἐπιδεινοῦται συνεχῶς. — [1145, 504, 1348, 585]
article-body: ΣΑΛΟΝ ΣΥΡ ΜΑΡΝ, 24. — Οἱ Γερμανοὶ στρατιῶται, οἱ ὁποῖοι ἐξεπαιδεύοντο εἰς στρατιωτικὰς βάσεις τῆς Γαλλίας, ἀνεχώρησαν σήμερον διὰ τὴν Γερμανίαν. — [958, 538, 1131, 596]
article-heading: ΠΡΟΣΟΧΗ! ΕΞΕΤΑΣΕΙΣ ΔΙ' ΑΠΟΚΤΗΣΙΝ ΔΙΠΛΩΜΑΤΩΝ ΤΟΥ ΕΜΠΟΡΙΚΟΥ ΝΑΥΤΙΚΟΥ — [408, 1116, 568, 1152]
article-heading: ΟΙ ΕΚΠΑΙΔΕΥΟΜΕΝΟΙ ΕΙΣ ΓΑΛΛΙΑΝ ΓΕΡΜΑΝΟΙ ΑΝΕΧΩΡΗΣΑΝ — [962, 494, 1127, 536]
